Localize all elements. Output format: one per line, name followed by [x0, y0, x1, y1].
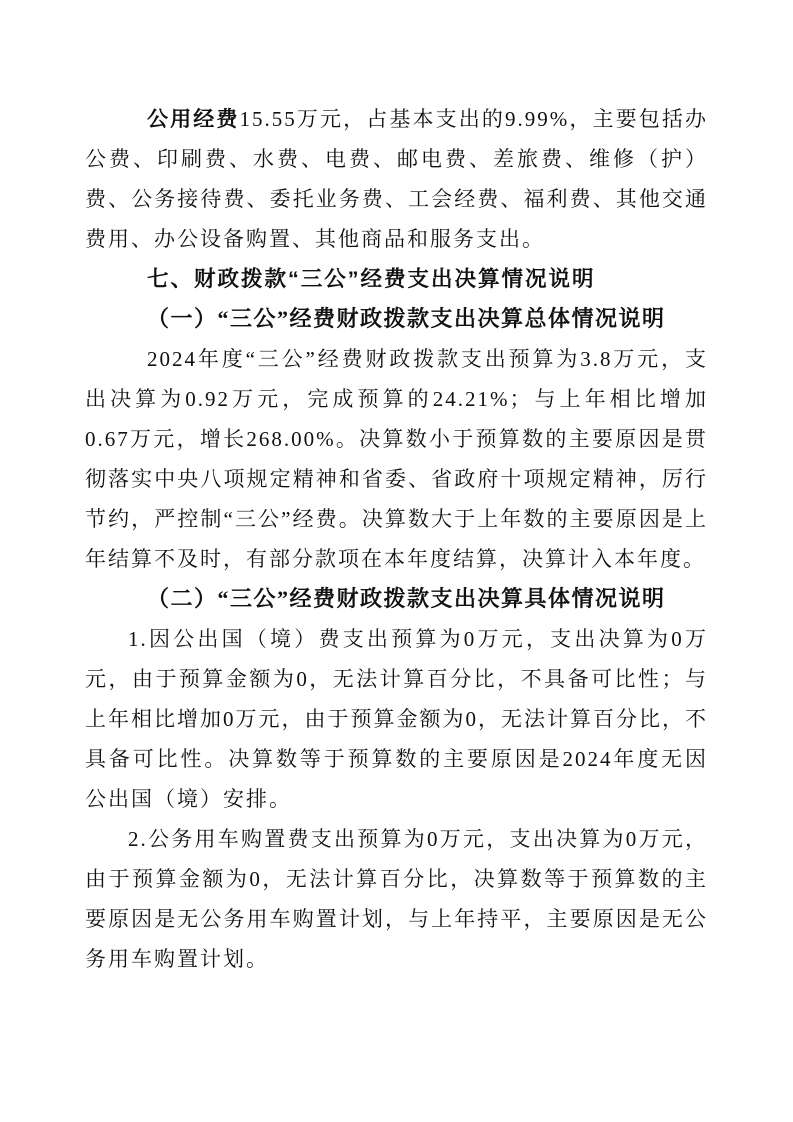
paragraph-public-funds-text: 15.55万元，占基本支出的9.99%，主要包括办公费、印刷费、水费、电费、邮电费、差旅费、维修（护）费、公务接待费、委托业务费、工会经费、福利费、其他交通费用、办公设备购置、其他商品和服务支出。: [85, 107, 708, 251]
heading-subsection-two: （二）“三公”经费财政拨款支出决算具体情况说明: [147, 586, 666, 611]
paragraph-item-1-abroad-expense: 1.因公出国（境）费支出预算为0万元，支出决算为0万元，由于预算金额为0，无法计算百分比，不具备可比性；与上年相比增加0万元，由于预算金额为0，无法计算百分比，不具备可比性。决算数等于预算数的主要原因是2024年度无因公出国（境）安排。: [85, 627, 708, 811]
paragraph-item-2-vehicle-purchase: 2.公务用车购置费支出预算为0万元，支出决算为0万元，由于预算金额为0，无法计算百分比，决算数等于预算数的主要原因是无公务用车购置计划，与上年持平，主要原因是无公务用车购置计划。: [85, 827, 708, 971]
paragraph-public-funds-lead: 公用经费: [147, 107, 240, 131]
paragraph-overall-situation: 2024年度“三公”经费财政拨款支出预算为3.8万元，支出决算为0.92万元，完成预算的24.21%；与上年相比增加0.67万元，增长268.00%。决算数小于预算数的主要原因是贯彻落实中央八项规定精神和省委、省政府十项规定精神，厉行节约，严控制“三公”经费。决算数大于上年数的主要原因是上年结算不及时，有部分款项在本年度结算，决算计入本年度。: [85, 347, 708, 571]
heading-section-seven: 七、财政拨款“三公”经费支出决算情况说明: [147, 267, 596, 291]
heading-subsection-one: （一）“三公”经费财政拨款支出决算总体情况说明: [147, 306, 666, 331]
paragraph-public-funds: [85, 99, 708, 259]
